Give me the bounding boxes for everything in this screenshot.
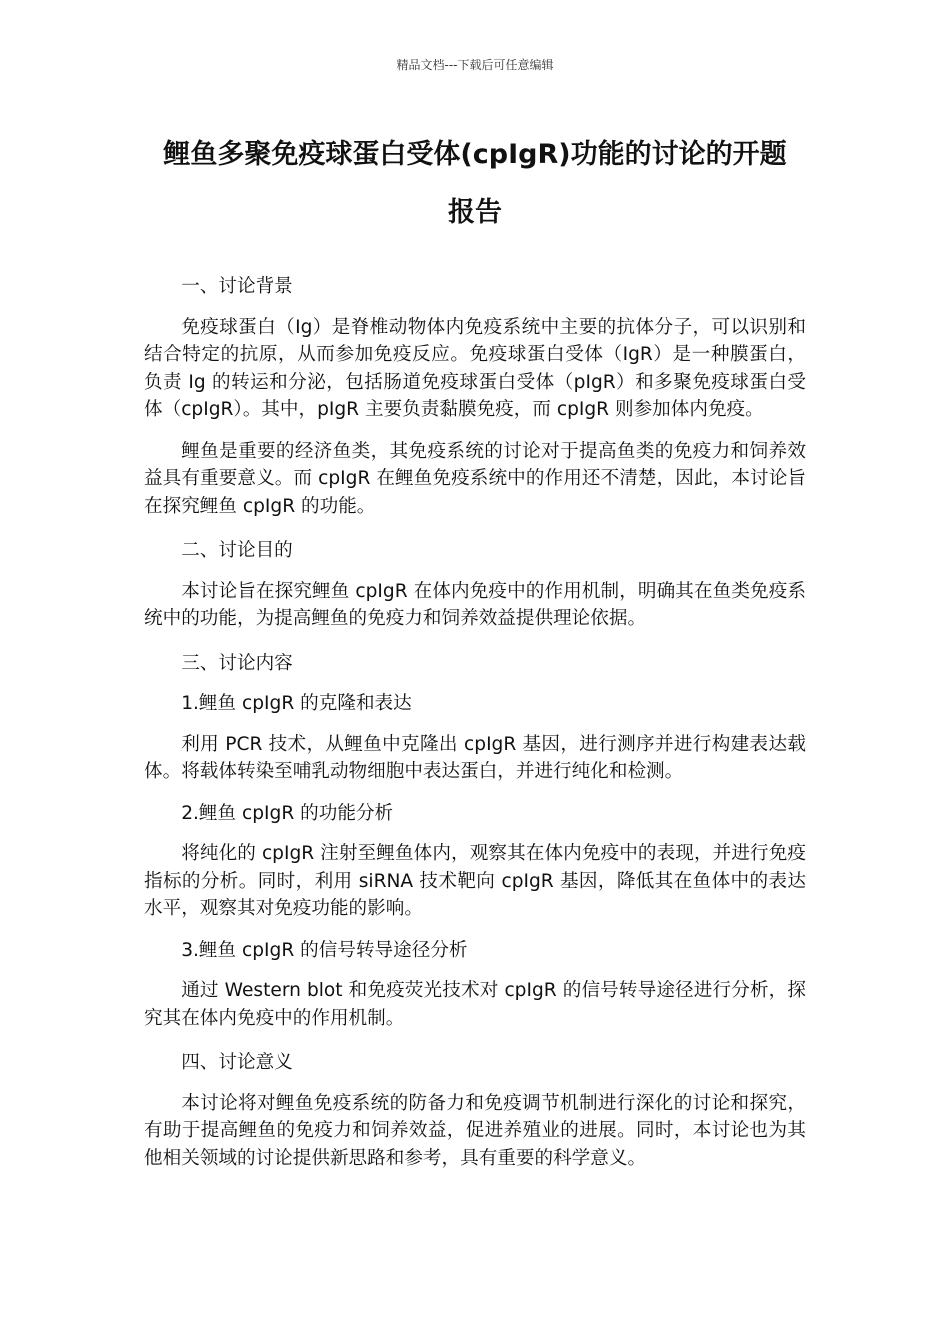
paragraph: 免疫球蛋白（Ig）是脊椎动物体内免疫系统中主要的抗体分子，可以识别和结合特定的抗原，从而参加免疫反应。免疫球蛋白受体（IgR）是一种膜蛋白，负责 Ig 的转运和分泌，包括肠道免疫球蛋白受体（pIgR）和多聚免疫球蛋白受体（cpIgR）。其中，pIgR 主要负责黏膜免疫，而 cpIgR 则参加体内免疫。: [144, 316, 806, 420]
paragraph: 本讨论旨在探究鲤鱼 cpIgR 在体内免疫中的作用机制，明确其在鱼类免疫系统中的功能，为提高鲤鱼的免疫力和饲养效益提供理论依据。: [144, 580, 806, 629]
section-heading-significance: 四、讨论意义: [181, 1052, 293, 1073]
document-title: 鲤鱼多聚免疫球蛋白受体(cpIgR)功能的讨论的开题: [163, 139, 787, 170]
subsection-heading: 3.鲤鱼 cpIgR 的信号转导途径分析: [181, 939, 468, 961]
document-body: [144, 270, 806, 1186]
paragraph: 利用 PCR 技术，从鲤鱼中克隆出 cpIgR 基因，进行测序并进行构建表达载体。将载体转染至哺乳动物细胞中表达蛋白，并进行纯化和检测。: [144, 733, 806, 782]
section-heading-purpose: 二、讨论目的: [181, 540, 293, 561]
subsection-heading: 2.鲤鱼 cpIgR 的功能分析: [181, 802, 394, 824]
paragraph: 通过 Western blot 和免疫荧光技术对 cpIgR 的信号转导途径进行分析，探究其在体内免疫中的作用机制。: [144, 980, 806, 1029]
paragraph: 将纯化的 cpIgR 注射至鲤鱼体内，观察其在体内免疫中的表现，并进行免疫指标的分析。同时，利用 siRNA 技术靶向 cpIgR 基因，降低其在鱼体中的表达水平，观察其对免疫功能的影响。: [144, 843, 806, 919]
subsection-heading: 1.鲤鱼 cpIgR 的克隆和表达: [181, 693, 412, 714]
document-title-continued: 报告: [448, 197, 502, 228]
section-heading-content: 三、讨论内容: [181, 652, 293, 674]
page-header: 精品文档---下载后可任意编辑: [396, 58, 554, 72]
paragraph: 本讨论将对鲤鱼免疫系统的防备力和免疫调节机制进行深化的讨论和探究，有助于提高鲤鱼的免疫力和饲养效益，促进养殖业的进展。同时，本讨论也为其他相关领域的讨论提供新思路和参考，具有重要的科学意义。: [144, 1092, 806, 1169]
paragraph: 鲤鱼是重要的经济鱼类，其免疫系统的讨论对于提高鱼类的免疫力和饲养效益具有重要意义。而 cpIgR 在鲤鱼免疫系统中的作用还不清楚，因此，本讨论旨在探究鲤鱼 cpIgR 的功能。: [144, 440, 806, 517]
section-heading-background: 一、讨论背景: [181, 276, 293, 297]
